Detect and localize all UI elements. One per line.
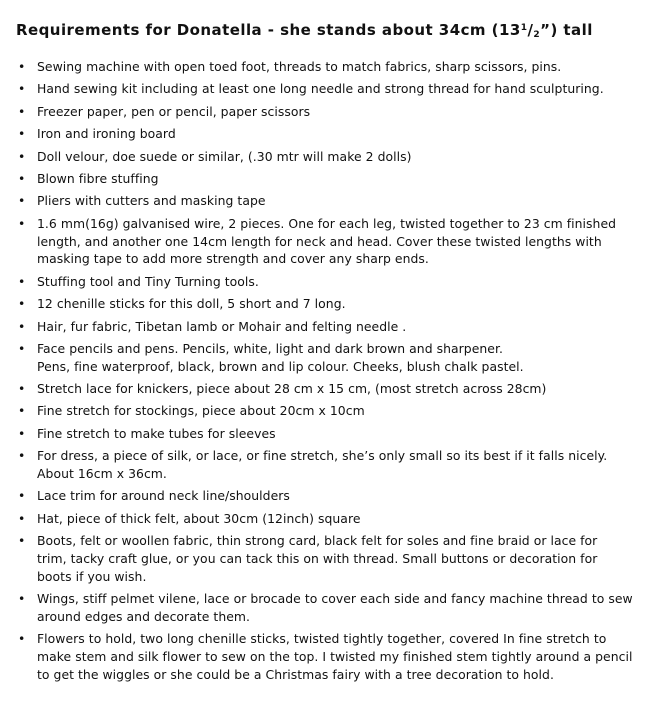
list-item [16,487,632,505]
bullet-icon: • [18,403,26,419]
bullet-icon: • [18,273,26,289]
list-item-text-line: Freezer paper, pen or pencil, paper scissors [37,103,311,119]
bullet-icon: • [18,215,26,231]
list-item-text-line: Pens, fine waterproof, black, brown and lip colour. Cheeks, blush chalk pastel. [37,358,524,374]
list-item-text-line: to get the wiggles or she could be a Christmas fairy with a tree decoration to hold. [37,666,554,682]
list-item-text-line: Pliers with cutters and masking tape [37,193,266,209]
list-item-text-line: boots if you wish. [37,568,147,584]
list-item [16,170,632,188]
list-item [16,58,632,76]
bullet-icon: • [18,488,26,504]
bullet-icon: • [18,448,26,464]
list-item-text-line: length, and another one 14cm length for neck and head. Cover these twisted lengths with [37,233,602,249]
list-item-text-line: Iron and ironing board [37,126,176,142]
list-item [16,590,632,626]
list-item-text-line: 1.6 mm(16g) galvanised wire, 2 pieces. One for each leg, twisted together to 23 cm finished [37,215,617,231]
list-item-text-line: 12 chenille sticks for this doll, 5 short and 7 long. [37,296,346,312]
list-item [16,630,632,683]
list-item [16,80,632,98]
list-item-text-line: Hand sewing kit including at least one long needle and strong thread for hand sculpturing. [37,81,604,97]
list-item-text-line: Lace trim for around neck line/shoulders [37,488,290,504]
list-item-text-line: For dress, a piece of silk, or lace, or fine stretch, she’s only small so its best if it falls nicely. [37,448,608,464]
bullet-icon: • [18,631,26,647]
list-item-text-line: trim, tacky craft glue, or you can tack this on with thread. Small buttons or decoration for [37,551,598,567]
list-item [16,425,632,443]
list-item [16,273,632,291]
list-item [16,532,632,585]
page-title [16,20,632,40]
list-item [16,192,632,210]
list-item-text-line: Hair, fur fabric, Tibetan lamb or Mohair and felting needle . [37,318,407,334]
list-item-text-line: Fine stretch to make tubes for sleeves [37,425,276,441]
list-item-text-line: Wings, stiff pelmet vilene, lace or brocade to cover each side and fancy machine thread to sew [37,591,633,607]
title-fraction-numerator: 1 [520,23,528,33]
title-fraction-denominator: 2 [533,30,541,40]
bullet-icon: • [18,59,26,74]
list-item [16,295,632,313]
bullet-icon: • [18,318,26,334]
list-item-text-line: Boots, felt or woollen fabric, thin strong card, black felt for soles and fine braid or lace for [37,533,598,549]
list-item-text-line: Stuffing tool and Tiny Turning tools. [37,273,259,289]
list-item [16,215,632,268]
bullet-icon: • [18,81,26,97]
list-item-text-line: Fine stretch for stockings, piece about 20cm x 10cm [37,403,365,419]
list-item-text-line: Sewing machine with open toed foot, threads to match fabrics, sharp scissors, pins. [37,59,562,74]
bullet-icon: • [18,533,26,549]
list-item-text-line: Flowers to hold, two long chenille sticks, twisted tightly together, covered In fine stretch to [37,631,607,647]
list-item-text-line: masking tape to add more strength and cover any sharp ends. [37,251,429,267]
title-fraction-separator: / [527,21,534,39]
list-item-text-line: Face pencils and pens. Pencils, white, light and dark brown and sharpener. [37,340,503,356]
bullet-icon: • [18,126,26,142]
bullet-icon: • [18,340,26,356]
bullet-icon: • [18,296,26,312]
list-item-text-line: around edges and decorate them. [37,609,251,624]
bullet-icon: • [18,170,26,186]
list-item [16,340,632,376]
list-item [16,318,632,336]
requirements-list [16,58,632,684]
list-item [16,402,632,420]
bullet-icon: • [18,193,26,209]
list-item-text-line: About 16cm x 36cm. [37,466,167,482]
bullet-icon: • [18,103,26,119]
list-item [16,125,632,143]
list-item-text-line: make stem and silk flower to sew on the top. I twisted my finished stem tightly around a pencil [37,649,633,665]
bullet-icon: • [18,591,26,607]
list-item [16,380,632,398]
list-item-text-line: Hat, piece of thick felt, about 30cm (12inch) square [37,510,361,526]
title-end: ”) tall [540,21,593,39]
bullet-icon: • [18,148,26,164]
list-item [16,148,632,166]
bullet-icon: • [18,510,26,526]
list-item [16,447,632,483]
list-item [16,510,632,528]
list-item-text-line: Blown fibre stuffing [37,170,159,186]
bullet-icon: • [18,381,26,397]
bullet-icon: • [18,425,26,441]
title-main: Requirements for Donatella - she stands about 34cm (13 [16,21,521,39]
list-item-text-line: Doll velour, doe suede or similar, (.30 mtr will make 2 dolls) [37,148,412,164]
list-item-text-line: Stretch lace for knickers, piece about 28 cm x 15 cm, (most stretch across 28cm) [37,381,547,397]
list-item [16,103,632,121]
